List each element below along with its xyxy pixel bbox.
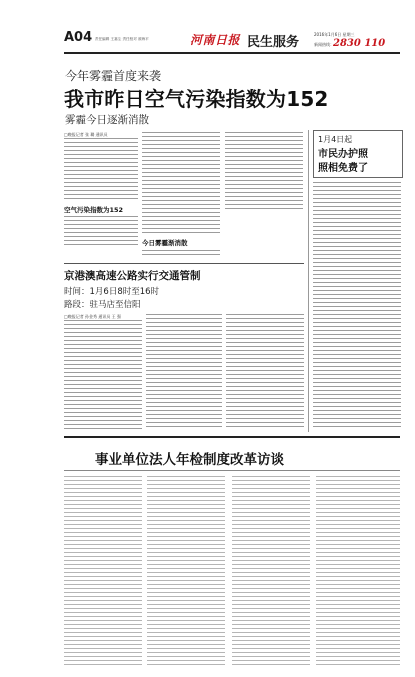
lead-body-col2-b <box>142 250 220 256</box>
side-headline-line2: 照相免费了 <box>318 163 368 174</box>
bottom-body-col3 <box>232 476 310 666</box>
masthead-rule <box>64 52 400 54</box>
bottom-section-rule <box>64 436 400 438</box>
lead-kicker: 今年雾霾首度来袭 <box>65 69 162 83</box>
traffic-byline: □晚报记者 孙金秀 通讯员 王 强 <box>64 314 121 319</box>
traffic-road-line: 路段：驻马店至信阳 <box>64 300 141 310</box>
lead-section-head-2: 今日雾霾渐消散 <box>142 239 188 247</box>
hotline-number: 2830 110 <box>333 38 386 49</box>
side-date: 1月4日起 <box>318 135 353 144</box>
traffic-time-line: 时间：1月6日8时至16时 <box>64 287 160 297</box>
lead-body-col3 <box>225 132 303 212</box>
traffic-headline: 京港澳高速公路实行交通管制 <box>64 270 201 282</box>
lead-headline: 我市昨日空气污染指数为152 <box>64 87 329 111</box>
date-line: 2016年1月6日 星期三 <box>314 32 355 37</box>
side-body <box>313 182 401 430</box>
editor-credit: 责任编辑 王嘉尘 责任校对 被海平 <box>95 37 149 41</box>
column-divider <box>308 130 309 432</box>
bottom-headline: 事业单位法人年检制度改革访谈 <box>95 452 284 468</box>
lead-body-col1-a <box>64 138 138 202</box>
lead-body-col1-b <box>64 216 138 246</box>
side-headline-line1: 市民办护照 <box>318 149 368 160</box>
traffic-body-col1 <box>64 320 142 430</box>
bottom-headline-rule <box>64 470 400 471</box>
traffic-body-col3 <box>226 314 304 430</box>
masthead <box>0 0 415 60</box>
bottom-body-col4 <box>316 476 400 666</box>
section-title: 民生服务 <box>247 35 300 50</box>
bottom-body-col2 <box>147 476 225 666</box>
traffic-body-col2 <box>146 314 222 430</box>
page-number: A04 <box>64 30 93 45</box>
lead-subhead: 雾霾今日逐渐消散 <box>65 114 149 126</box>
traffic-top-rule <box>64 263 304 264</box>
lead-section-head-1: 空气污染指数为152 <box>64 206 124 214</box>
lead-byline: □晚报记者 张 璐 通讯员 <box>64 132 108 137</box>
bottom-body-col1 <box>64 476 142 666</box>
newspaper-logo: 河南日报 <box>190 33 241 47</box>
lead-body-col2-a <box>142 132 220 234</box>
phone-label: 新闻热线： <box>314 42 334 47</box>
